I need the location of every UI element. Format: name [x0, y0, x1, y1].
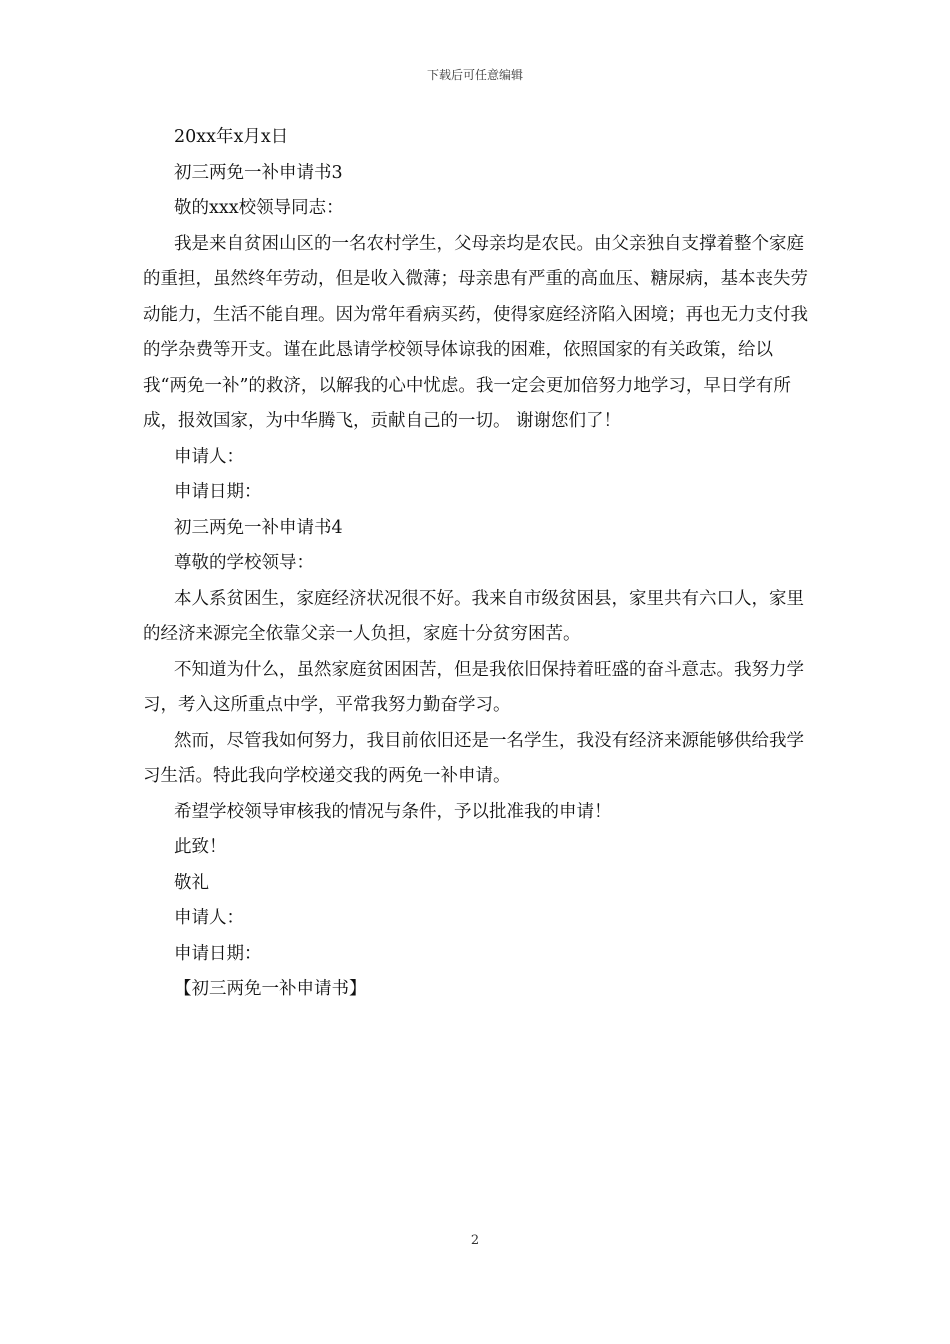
page-header: 下载后可任意编辑 [426, 68, 523, 82]
applicant-label-4: 申请人： [174, 908, 244, 928]
body-paragraph-4-2: 不知道为什么，虽然家庭贫困困苦，但是我依旧保持着旺盛的奋斗意志。我努力学习，考入这所重点中学，平常我努力勤奋学习。 [143, 659, 804, 715]
applicant-label-3: 申请人： [174, 446, 244, 467]
document-body [143, 120, 813, 1008]
salutation-3: 敬的xxx校领导同志： [174, 198, 344, 218]
salutation-4: 尊敬的学校领导： [174, 553, 314, 573]
apply-date-label-3: 申请日期： [174, 482, 262, 502]
body-paragraph-4-3: 然而，尽管我如何努力，我目前依旧还是一名学生，我没有经济来源能够供给我学习生活。特此我向学校递交我的两免一补申请。 [143, 730, 804, 786]
section-heading-3: 初三两免一补申请书3 [174, 162, 343, 183]
body-paragraph-3: 我是来自贫困山区的一名农村学生，父母亲均是农民。由父亲独自支撑着整个家庭的重担，虽然终年劳动，但是收入微薄；母亲患有严重的高血压、糖尿病，基本丧失劳动能力，生活不能自理。因为常年看病买药，使得家庭经济陷入困境；再也无力支付我的学杂费等开支。谨在此恳请学校领导体谅我的困难，依照国家的有关政策，给以我“两免一补”的救济，以解我的心中忧虑。我一定会更加倍努力地学习，早日学有所成，报效国家，为中华腾飞，贡献自己的一切。 谢谢您们了！ [143, 233, 808, 431]
section-heading-4: 初三两免一补申请书4 [174, 517, 343, 538]
closing-line-1: 此致！ [174, 837, 227, 857]
body-paragraph-4-4: 希望学校领导审核我的情况与条件，予以批准我的申请！ [174, 801, 612, 822]
closing-line-2: 敬礼 [174, 872, 209, 893]
page-number: 2 [470, 1233, 480, 1248]
body-paragraph-4-1: 本人系贫困生，家庭经济状况很不好。我来自市级贫困县，家里共有六口人，家里的经济来源完全依靠父亲一人负担，家庭十分贫穷困苦。 [143, 588, 804, 644]
apply-date-label-4: 申请日期： [174, 943, 262, 964]
date-line: 20xx年x月x日 [174, 127, 289, 147]
document-tail-title: 【初三两免一补申请书】 [174, 979, 367, 999]
